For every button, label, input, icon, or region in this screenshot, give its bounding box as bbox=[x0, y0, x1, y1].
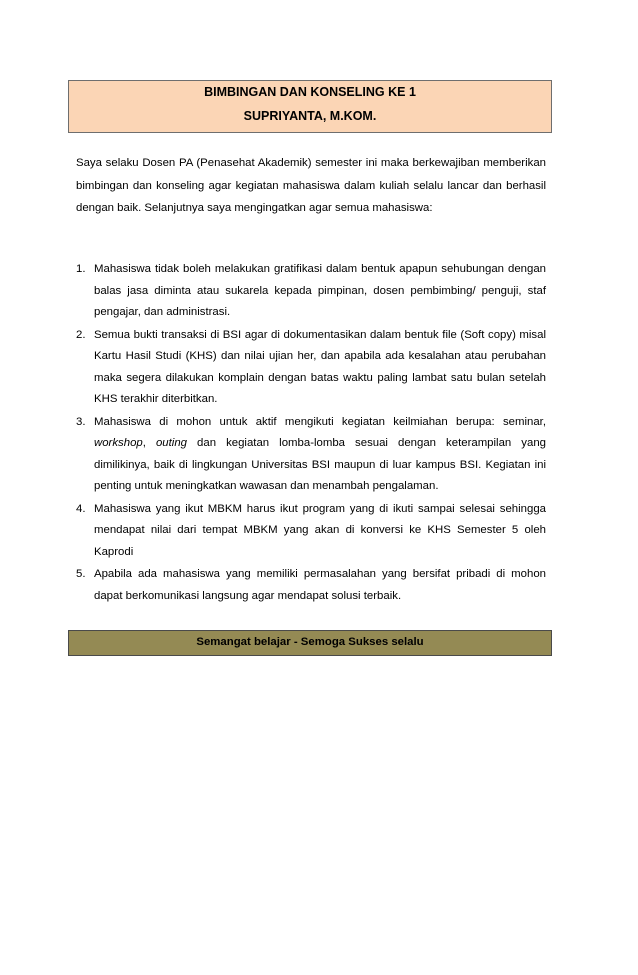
italic-term-outing: outing bbox=[155, 437, 187, 449]
list-item-5 bbox=[76, 564, 546, 607]
document-title: BIMBINGAN DAN KONSELING KE 1 bbox=[204, 85, 416, 99]
list-item-text-part: , bbox=[142, 437, 156, 449]
list-item-1 bbox=[76, 259, 546, 324]
list-item-number: 5. bbox=[76, 568, 86, 580]
list-item-number: 3. bbox=[76, 415, 86, 428]
advice-list bbox=[76, 259, 546, 608]
header-box bbox=[68, 80, 552, 133]
lecturer-name: SUPRIYANTA, M.KOM. bbox=[243, 109, 377, 123]
list-item-number: 4. bbox=[76, 502, 86, 515]
list-item-text: Mahasiswa tidak boleh melakukan gratifikasi dalam bentuk apapun sehubungan dengan balas jasa diminta atau sukarela kepada pimpinan, dosen pembimbing/ penguji, staf pengajar, dan administrasi. bbox=[94, 263, 546, 318]
list-item-text: Semua bukti transaksi di BSI agar di dokumentasikan dalam bentuk file (Soft copy) misal Kartu Hasil Studi (KHS) dan nilai ujian her, dan apabila ada kesalahan atau perubahan maka segera dilakukan komplain dengan batas waktu paling lambat satu bulan setelah KHS terakhir diterbitkan. bbox=[94, 328, 546, 405]
list-item-4 bbox=[76, 499, 546, 564]
list-item-number: 1. bbox=[76, 263, 86, 275]
list-item-3 bbox=[76, 412, 546, 498]
italic-term-workshop: workshop bbox=[94, 437, 143, 449]
motivation-banner: Semangat belajar - Semoga Sukses selalu bbox=[68, 630, 552, 656]
intro-paragraph: Saya selaku Dosen PA (Penasehat Akademik) semester ini maka berkewajiban memberikan bimbingan dan konseling agar kegiatan mahasiswa dalam kuliah selalu lancar dan berhasil dengan baik. Selanjutnya saya mengingatkan agar semua mahasiswa: bbox=[76, 157, 546, 215]
list-item-2 bbox=[76, 325, 546, 411]
list-item-text-part: dan kegiatan lomba-lomba sesuai dengan keterampilan yang dimilikinya, baik di lingkungan Universitas BSI maupun di luar kampus BSI. Kegiatan ini penting untuk meningkatkan wawasan dan menambah pengalaman. bbox=[94, 437, 546, 492]
list-item-number: 2. bbox=[76, 328, 86, 341]
list-item-text: Apabila ada mahasiswa yang memiliki permasalahan yang bersifat pribadi di mohon dapat berkomunikasi langsung agar mendapat solusi terbaik. bbox=[94, 568, 546, 602]
list-item-text: Mahasiswa yang ikut MBKM harus ikut program yang di ikuti sampai selesai sehingga mendapat nilai dari tempat MBKM yang akan di konversi ke KHS Semester 5 oleh Kaprodi bbox=[94, 502, 546, 558]
list-item-text bbox=[94, 412, 546, 498]
list-item-text-part: Mahasiswa di mohon untuk aktif mengikuti kegiatan keilmiahan berupa: seminar, bbox=[94, 415, 546, 428]
